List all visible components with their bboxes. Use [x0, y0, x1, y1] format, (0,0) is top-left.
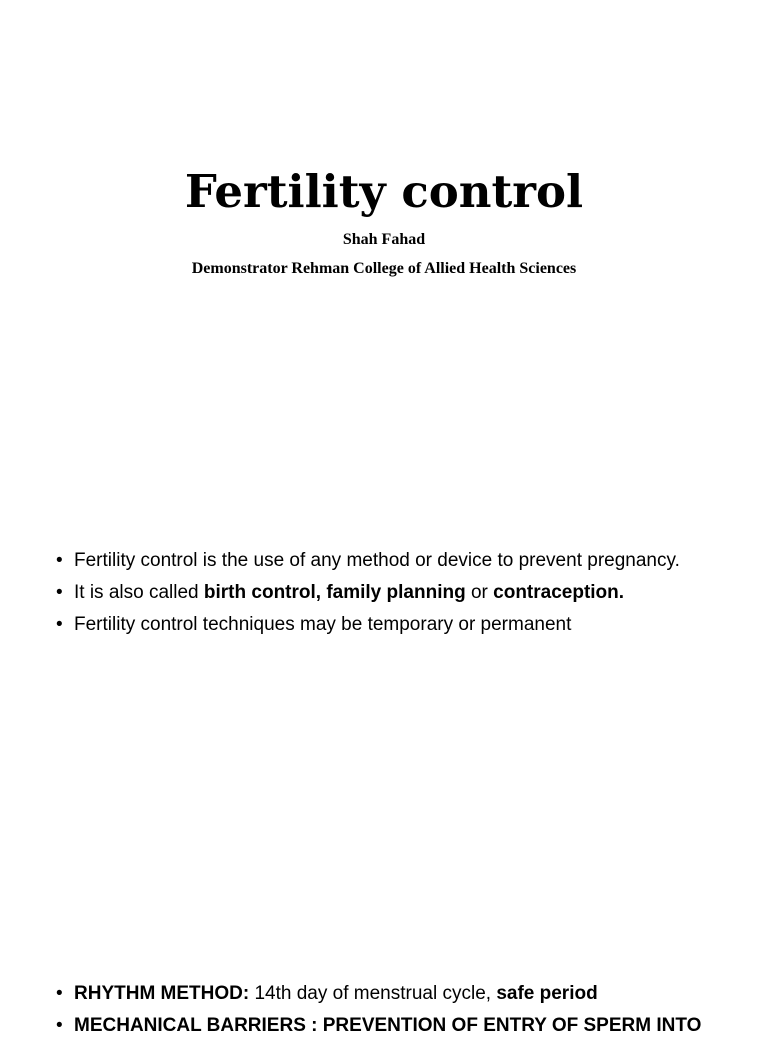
list-item	[56, 549, 706, 573]
bold-term: RHYTHM METHOD:	[74, 983, 250, 1004]
list-item	[56, 1014, 746, 1038]
bold-term: birth control, family planning	[203, 582, 466, 603]
definition-bullet-list	[56, 549, 706, 645]
list-item	[56, 581, 706, 605]
list-item	[56, 982, 746, 1006]
bullet-text: or	[465, 582, 494, 603]
author-name: Shah Fahad	[342, 231, 426, 248]
bold-term: safe period	[496, 983, 598, 1004]
bold-term: contraception.	[493, 582, 625, 603]
methods-bullet-list	[56, 982, 746, 1046]
bullet-icon: •	[56, 1015, 63, 1036]
title-slide	[0, 0, 768, 512]
bullet-icon: •	[56, 983, 63, 1004]
bullet-text: It is also called	[74, 582, 204, 603]
bullet-icon: •	[56, 582, 63, 603]
bullet-icon: •	[56, 614, 63, 635]
list-item	[56, 613, 706, 637]
slide-title: Fertility control	[184, 165, 584, 218]
bullet-icon: •	[56, 550, 63, 571]
bullet-text: 14th day of menstrual cycle,	[249, 983, 497, 1004]
bold-term: MECHANICAL BARRIERS :	[74, 1015, 318, 1036]
bullet-text: PREVENTION OF ENTRY OF SPERM INTO	[317, 1015, 702, 1036]
bullet-text: Fertility control techniques may be temporary or permanent	[74, 614, 572, 635]
author-affiliation: Demonstrator Rehman College of Allied Health Sciences	[191, 260, 577, 277]
bullet-text: Fertility control is the use of any method or device to prevent pregnancy.	[74, 550, 680, 571]
